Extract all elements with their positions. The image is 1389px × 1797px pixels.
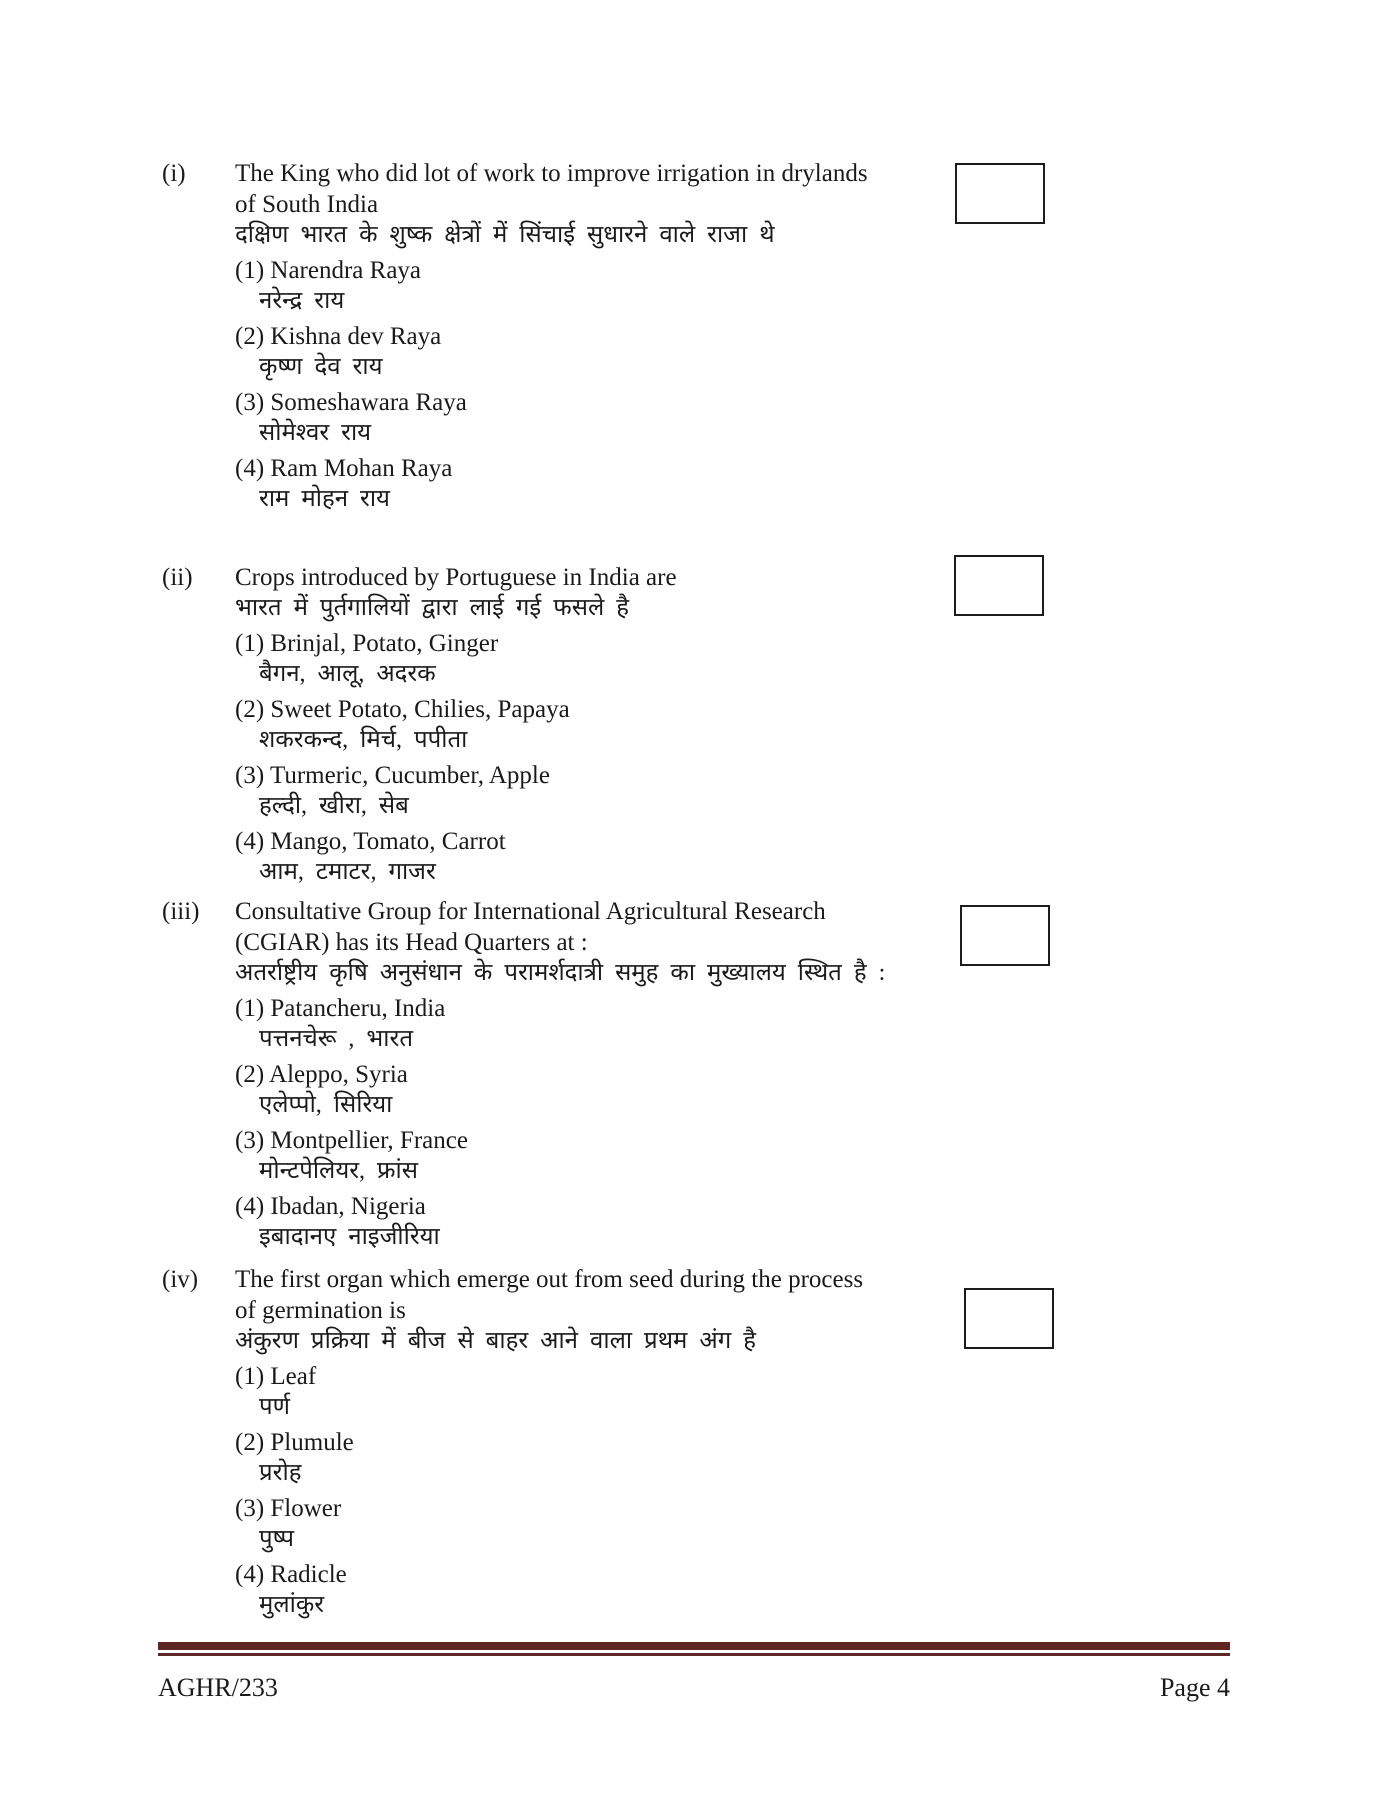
option-text-en: (4) Radicle	[235, 1561, 347, 1588]
option-row	[235, 1059, 1230, 1121]
question-iii	[162, 896, 1230, 1253]
option-text-hi: पर्ण	[259, 1394, 290, 1420]
question-text-en: of germination is	[235, 1297, 406, 1324]
page-footer	[158, 1672, 1230, 1704]
page-number: Page 4	[1159, 1673, 1230, 1702]
paper-code: AGHR/233	[158, 1673, 278, 1702]
question-text-en: The King who did lot of work to improve irrigation in drylands	[235, 160, 868, 187]
option-row	[235, 387, 1230, 449]
option-text-en: (1) Narendra Raya	[235, 257, 422, 284]
question-text-en: (CGIAR) has its Head Quarters at :	[235, 929, 588, 956]
option-row	[235, 255, 1230, 317]
footer-rule-thin	[158, 1653, 1230, 1656]
option-text-hi: नरेन्द्र राय	[259, 288, 345, 314]
question-i	[162, 158, 1230, 515]
question-text-hi: भारत में पुर्तगालियों द्वारा लाई गई फसले है	[235, 595, 629, 621]
option-text-en: (2) Plumule	[235, 1429, 354, 1456]
question-text-en: Consultative Group for International Agricultural Research	[235, 898, 826, 925]
option-row	[235, 993, 1230, 1055]
option-text-hi: एलेप्पो, सिरिया	[259, 1092, 393, 1118]
question-ii	[162, 562, 1230, 888]
option-text-hi: इबादानए नाइजीरिया	[259, 1224, 440, 1250]
option-text-hi: पुष्प	[259, 1526, 294, 1552]
option-row	[235, 1559, 1230, 1621]
option-row	[235, 694, 1230, 756]
option-text-hi: मोन्टपेलियर, फ्रांस	[259, 1158, 418, 1184]
question-text-en: of South India	[235, 191, 379, 218]
option-text-en: (3) Montpellier, France	[235, 1127, 468, 1154]
option-text-en: (4) Mango, Tomato, Carrot	[235, 828, 506, 855]
answer-box	[954, 555, 1044, 616]
option-text-en: (2) Aleppo, Syria	[235, 1061, 408, 1088]
question-text-en: Crops introduced by Portuguese in India are	[235, 564, 677, 591]
option-text-en: (4) Ram Mohan Raya	[235, 455, 453, 482]
footer-rule-thick	[158, 1642, 1230, 1650]
footer-rule	[158, 1642, 1230, 1656]
option-text-hi: शकरकन्द, मिर्च, पपीता	[259, 727, 468, 753]
option-row	[235, 453, 1230, 515]
option-row	[235, 1361, 1230, 1423]
question-number: (iii)	[162, 898, 200, 925]
question-text-en: The first organ which emerge out from seed during the process	[235, 1266, 864, 1293]
option-text-en: (1) Brinjal, Potato, Ginger	[235, 630, 499, 657]
option-text-hi: प्ररोह	[259, 1460, 302, 1486]
option-text-en: (3) Turmeric, Cucumber, Apple	[235, 762, 550, 789]
option-row	[235, 826, 1230, 888]
option-text-en: (3) Flower	[235, 1495, 342, 1522]
option-row	[235, 760, 1230, 822]
option-row	[235, 1191, 1230, 1253]
option-text-hi: पत्तनचेरू , भारत	[259, 1026, 414, 1052]
answer-box	[964, 1288, 1054, 1349]
answer-box	[955, 163, 1045, 224]
option-text-hi: राम मोहन राय	[259, 486, 390, 512]
option-text-hi: सोमेश्वर राय	[259, 420, 372, 446]
option-text-en: (4) Ibadan, Nigeria	[235, 1193, 426, 1220]
question-number: (iv)	[162, 1266, 199, 1293]
option-text-hi: बैगन, आलू, अदरक	[259, 661, 436, 687]
question-number: (i)	[162, 160, 186, 187]
option-row	[235, 1125, 1230, 1187]
option-text-hi: मुलांकुर	[259, 1592, 325, 1618]
option-row	[235, 321, 1230, 383]
option-text-en: (1) Leaf	[235, 1363, 317, 1390]
option-text-en: (2) Sweet Potato, Chilies, Papaya	[235, 696, 570, 723]
option-row	[235, 1427, 1230, 1489]
option-text-en: (2) Kishna dev Raya	[235, 323, 442, 350]
option-text-hi: हल्दी, खीरा, सेब	[259, 793, 409, 819]
question-text-hi: अतर्राष्ट्रीय कृषि अनुसंधान के परामर्शदात्री समुह का मुख्यालय स्थित है :	[235, 960, 886, 986]
option-text-hi: आम, टमाटर, गाजर	[259, 859, 436, 885]
option-text-en: (1) Patancheru, India	[235, 995, 446, 1022]
option-row	[235, 628, 1230, 690]
question-text-hi: अंकुरण प्रक्रिया में बीज से बाहर आने वाला प्रथम अंग है	[235, 1328, 756, 1354]
question-iv	[162, 1264, 1230, 1621]
question-number: (ii)	[162, 564, 193, 591]
question-text-hi: दक्षिण भारत के शुष्क क्षेत्रों में सिंचाई सुधारने वाले राजा थे	[235, 222, 775, 248]
option-text-en: (3) Someshawara Raya	[235, 389, 467, 416]
option-row	[235, 1493, 1230, 1555]
answer-box	[960, 905, 1050, 966]
option-text-hi: कृष्ण देव राय	[259, 354, 383, 380]
